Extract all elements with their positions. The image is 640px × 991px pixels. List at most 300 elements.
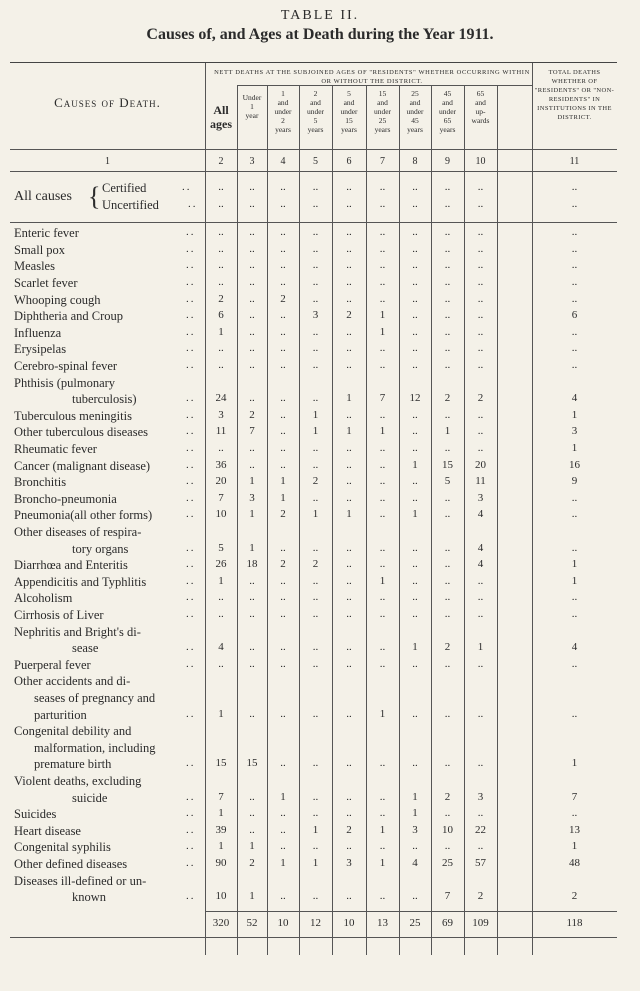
empty-cell: .. bbox=[379, 197, 386, 210]
cause-label: Congenital syphilis bbox=[14, 840, 111, 855]
count-cell: 2 bbox=[444, 790, 451, 803]
count-cell: 4 bbox=[571, 392, 578, 405]
age-column-header-line: 45 bbox=[411, 116, 419, 125]
empty-cell: .. bbox=[280, 541, 286, 554]
empty-cell: .. bbox=[312, 541, 319, 554]
empty-cell: .. bbox=[249, 292, 255, 305]
count-cell: 1 bbox=[412, 508, 418, 521]
empty-cell: .. bbox=[280, 259, 286, 272]
empty-cell: .. bbox=[477, 408, 484, 421]
column-number: 1 bbox=[105, 156, 110, 167]
empty-cell: .. bbox=[412, 757, 418, 770]
empty-cell: .. bbox=[249, 181, 255, 193]
count-cell: 1 bbox=[379, 823, 386, 836]
empty-cell: .. bbox=[444, 657, 451, 670]
empty-cell: .. bbox=[280, 181, 286, 193]
empty-cell: .. bbox=[280, 359, 286, 371]
age-column-header-line: 2 bbox=[313, 89, 318, 98]
cause-label: Nephritis and Bright's di- bbox=[14, 624, 141, 639]
empty-cell: .. bbox=[412, 226, 418, 239]
count-cell: 1 bbox=[312, 857, 319, 869]
age-column-header-line: under bbox=[340, 107, 358, 116]
cause-label: known bbox=[72, 890, 107, 905]
cause-label: Other defined diseases bbox=[14, 857, 128, 871]
age-column-header-line: and bbox=[343, 98, 355, 107]
column-number: 11 bbox=[569, 156, 580, 167]
count-cell: 1 bbox=[249, 475, 255, 488]
cause-label: Pneumonia(all other forms) bbox=[14, 508, 153, 523]
empty-cell: .. bbox=[312, 342, 319, 355]
empty-cell: .. bbox=[477, 181, 484, 193]
count-cell: 2 bbox=[444, 641, 451, 654]
empty-cell: .. bbox=[346, 458, 352, 471]
empty-cell: .. bbox=[379, 408, 386, 421]
empty-cell: .. bbox=[412, 707, 418, 720]
all-causes-brace: { bbox=[88, 182, 101, 211]
count-cell: 10 bbox=[215, 508, 227, 521]
empty-cell: .. bbox=[444, 807, 451, 820]
empty-cell: .. bbox=[477, 442, 484, 454]
count-cell: 7 bbox=[218, 790, 224, 803]
count-cell: 2 bbox=[280, 508, 286, 521]
empty-cell: .. bbox=[379, 242, 386, 255]
age-column-header-line: 65 bbox=[443, 116, 452, 125]
age-column-header-line: 1 bbox=[250, 102, 254, 111]
empty-cell: .. bbox=[571, 591, 578, 604]
empty-cell: .. bbox=[312, 197, 319, 210]
empty-cell: .. bbox=[571, 359, 578, 371]
column-number: 9 bbox=[445, 156, 450, 167]
empty-cell: .. bbox=[280, 276, 286, 288]
age-column-header bbox=[267, 89, 299, 134]
empty-cell: .. bbox=[280, 408, 286, 421]
empty-cell: .. bbox=[218, 276, 224, 288]
cause-label: Alcoholism bbox=[14, 591, 73, 606]
total-cell: 52 bbox=[246, 916, 258, 929]
empty-cell: .. bbox=[444, 325, 451, 338]
age-column-header bbox=[299, 89, 332, 134]
age-column-header-line: and bbox=[377, 98, 388, 107]
empty-cell: .. bbox=[477, 707, 484, 720]
count-cell: 4 bbox=[218, 641, 224, 654]
empty-cell: .. bbox=[412, 342, 418, 355]
count-cell: 39 bbox=[215, 823, 227, 836]
empty-cell: .. bbox=[280, 574, 286, 587]
age-column-header-line: and bbox=[409, 98, 421, 107]
age-column-header-line: years bbox=[341, 125, 357, 134]
empty-cell: .. bbox=[249, 197, 255, 210]
count-cell: 12 bbox=[409, 392, 421, 405]
count-cell: 2 bbox=[346, 823, 352, 836]
count-cell: 3 bbox=[477, 790, 484, 803]
empty-cell: .. bbox=[477, 276, 484, 288]
empty-cell: .. bbox=[412, 442, 418, 454]
leader-dots: .. bbox=[186, 475, 196, 488]
count-cell: 2 bbox=[249, 857, 255, 869]
count-cell: 2 bbox=[312, 475, 319, 488]
empty-cell: .. bbox=[218, 259, 224, 272]
count-cell: 1 bbox=[218, 707, 224, 720]
leader-dots: .. bbox=[186, 857, 196, 869]
count-cell: 10 bbox=[442, 823, 453, 836]
age-column-header-line: 25 bbox=[411, 89, 419, 98]
empty-cell: .. bbox=[346, 757, 352, 770]
empty-cell: .. bbox=[249, 458, 255, 471]
total-deaths-header: TOTAL DEATHS WHETHER OF "RESIDENTS" OR "NON-RESIDENTS" IN INSTITUTIONS IN THE DISTRICT. bbox=[534, 69, 615, 121]
count-cell: 1 bbox=[346, 392, 352, 405]
mortality-table bbox=[10, 62, 617, 955]
leader-dots: .. bbox=[186, 591, 196, 604]
count-cell: 1 bbox=[280, 857, 286, 869]
empty-cell: .. bbox=[379, 790, 386, 803]
empty-cell: .. bbox=[477, 242, 484, 255]
empty-cell: .. bbox=[379, 276, 386, 288]
empty-cell: .. bbox=[379, 491, 386, 504]
empty-cell: .. bbox=[444, 242, 451, 255]
cause-label: Other accidents and di- bbox=[14, 674, 131, 689]
count-cell: 1 bbox=[218, 840, 224, 853]
empty-cell: .. bbox=[412, 292, 418, 305]
leader-dots: .. bbox=[188, 197, 198, 210]
count-cell: 1 bbox=[312, 408, 319, 421]
column-number: 7 bbox=[380, 156, 385, 167]
empty-cell: .. bbox=[280, 840, 286, 853]
cause-label: Scarlet fever bbox=[14, 276, 78, 290]
empty-cell: .. bbox=[412, 325, 418, 338]
count-cell: 2 bbox=[312, 558, 319, 571]
empty-cell: .. bbox=[312, 259, 319, 272]
empty-cell: .. bbox=[346, 707, 352, 720]
empty-cell: .. bbox=[280, 591, 286, 604]
empty-cell: .. bbox=[379, 807, 386, 820]
age-column-header-line: up- bbox=[475, 107, 486, 116]
age-group-header: NETT DEATHS AT THE SUBJOINED AGES OF "RESIDENTS" WHETHER OCCURRING WITHIN OR WITHOUT THE DISTRICT. bbox=[214, 69, 530, 85]
empty-cell: .. bbox=[571, 325, 578, 338]
empty-cell: .. bbox=[571, 342, 578, 355]
empty-cell: .. bbox=[477, 325, 484, 338]
age-column-header bbox=[431, 89, 464, 134]
empty-cell: .. bbox=[249, 359, 255, 371]
count-cell: 2 bbox=[280, 558, 286, 571]
cause-label: Erysipelas bbox=[14, 342, 67, 357]
empty-cell: .. bbox=[280, 309, 286, 322]
empty-cell: .. bbox=[346, 276, 352, 288]
leader-dots: .. bbox=[186, 425, 196, 438]
empty-cell: .. bbox=[379, 608, 386, 620]
empty-cell: .. bbox=[412, 259, 418, 272]
count-cell: 1 bbox=[379, 425, 386, 438]
age-column-header-line: years bbox=[374, 125, 391, 134]
empty-cell: .. bbox=[346, 226, 352, 239]
count-cell: 6 bbox=[218, 309, 224, 322]
empty-cell: .. bbox=[346, 442, 352, 454]
empty-cell: .. bbox=[444, 707, 451, 720]
empty-cell: .. bbox=[346, 574, 352, 587]
cause-label: Measles bbox=[14, 259, 55, 274]
empty-cell: .. bbox=[249, 342, 255, 355]
all-causes-label: All causes bbox=[14, 189, 72, 204]
empty-cell: .. bbox=[346, 491, 352, 504]
cause-label: Whooping cough bbox=[14, 292, 101, 307]
empty-cell: .. bbox=[412, 425, 418, 438]
count-cell: 1 bbox=[249, 508, 255, 521]
empty-cell: .. bbox=[412, 309, 418, 322]
count-cell: 1 bbox=[312, 508, 319, 521]
age-column-header-line: under bbox=[274, 107, 292, 116]
leader-dots: .. bbox=[186, 508, 196, 521]
empty-cell: .. bbox=[477, 574, 484, 587]
empty-cell: .. bbox=[571, 292, 578, 305]
count-cell: 3 bbox=[218, 408, 224, 421]
empty-cell: .. bbox=[249, 259, 255, 272]
empty-cell: .. bbox=[379, 757, 386, 770]
age-column-header-line: 5 bbox=[313, 116, 318, 125]
count-cell: 2 bbox=[477, 392, 484, 405]
empty-cell: .. bbox=[280, 458, 286, 471]
count-cell: 4 bbox=[477, 508, 484, 521]
empty-cell: .. bbox=[218, 197, 224, 210]
age-column-header-line: years bbox=[307, 125, 324, 134]
empty-cell: .. bbox=[346, 359, 352, 371]
empty-cell: .. bbox=[412, 591, 418, 604]
count-cell: 1 bbox=[218, 807, 224, 820]
leader-dots: .. bbox=[186, 757, 196, 770]
empty-cell: .. bbox=[312, 359, 319, 371]
total-cell: 10 bbox=[277, 916, 289, 929]
column-number: 4 bbox=[280, 156, 286, 167]
empty-cell: .. bbox=[412, 541, 418, 554]
cause-label: Cirrhosis of Liver bbox=[14, 608, 104, 622]
count-cell: 57 bbox=[475, 857, 486, 869]
cause-label: Congenital debility and bbox=[14, 724, 132, 739]
count-cell: 1 bbox=[280, 790, 286, 803]
count-cell: 11 bbox=[475, 475, 486, 488]
total-cell: 10 bbox=[343, 916, 355, 929]
empty-cell: .. bbox=[379, 292, 386, 305]
count-cell: 20 bbox=[215, 475, 227, 488]
leader-dots: .. bbox=[186, 657, 196, 670]
empty-cell: .. bbox=[444, 591, 451, 604]
empty-cell: .. bbox=[218, 608, 224, 620]
column-number: 6 bbox=[346, 156, 352, 167]
age-column-header-line: year bbox=[245, 111, 259, 120]
empty-cell: .. bbox=[280, 707, 286, 720]
count-cell: 1 bbox=[280, 491, 286, 504]
empty-cell: .. bbox=[312, 657, 319, 670]
empty-cell: .. bbox=[571, 508, 578, 521]
empty-cell: .. bbox=[412, 558, 418, 571]
age-column-header-line: years bbox=[407, 125, 423, 134]
leader-dots: .. bbox=[186, 541, 196, 554]
count-cell: 3 bbox=[571, 425, 578, 438]
count-cell: 1 bbox=[379, 574, 386, 587]
count-cell: 15 bbox=[246, 757, 258, 770]
count-cell: 10 bbox=[215, 890, 227, 903]
empty-cell: .. bbox=[280, 425, 286, 438]
cause-label: Diarrhœa and Enteritis bbox=[14, 558, 128, 573]
count-cell: 7 bbox=[249, 425, 255, 438]
count-cell: 2 bbox=[249, 408, 255, 421]
empty-cell: .. bbox=[379, 558, 386, 571]
leader-dots: .. bbox=[186, 608, 196, 620]
empty-cell: .. bbox=[571, 491, 578, 504]
empty-cell: .. bbox=[379, 641, 386, 654]
count-cell: 1 bbox=[571, 840, 578, 853]
empty-cell: .. bbox=[571, 276, 578, 288]
empty-cell: .. bbox=[571, 242, 578, 255]
count-cell: 1 bbox=[571, 408, 578, 421]
header-rule bbox=[10, 149, 617, 150]
empty-cell: .. bbox=[379, 541, 386, 554]
age-column-header bbox=[205, 103, 237, 131]
empty-cell: .. bbox=[312, 807, 319, 820]
empty-cell: .. bbox=[218, 226, 224, 239]
cause-label: Appendicitis and Typhlitis bbox=[14, 574, 147, 589]
empty-cell: .. bbox=[571, 226, 578, 239]
column-number: 3 bbox=[249, 156, 255, 167]
cause-label: Diseases ill-defined or un- bbox=[14, 873, 147, 888]
leader-dots: .. bbox=[186, 309, 196, 322]
empty-cell: .. bbox=[249, 657, 255, 670]
age-column-header bbox=[399, 89, 431, 134]
count-cell: 2 bbox=[218, 292, 224, 305]
age-column-header-line: 2 bbox=[281, 116, 285, 125]
count-cell: 22 bbox=[475, 823, 486, 836]
empty-cell: .. bbox=[249, 574, 255, 587]
cause-label: Cerebro-spinal fever bbox=[14, 359, 118, 373]
empty-cell: .. bbox=[444, 309, 451, 322]
empty-cell: .. bbox=[280, 342, 286, 355]
leader-dots: .. bbox=[186, 392, 196, 405]
count-cell: 6 bbox=[571, 309, 578, 322]
empty-cell: .. bbox=[477, 591, 484, 604]
empty-cell: .. bbox=[312, 226, 319, 239]
empty-cell: .. bbox=[312, 757, 319, 770]
empty-cell: .. bbox=[312, 392, 319, 405]
count-cell: 2 bbox=[280, 292, 286, 305]
age-column-header-line: 25 bbox=[378, 116, 387, 125]
empty-cell: .. bbox=[312, 491, 319, 504]
cause-label: Other diseases of respira- bbox=[14, 525, 142, 539]
age-column-header-line: 65 bbox=[476, 89, 485, 98]
age-column-header-line: and bbox=[277, 98, 289, 107]
age-column-header-line: under bbox=[306, 107, 325, 116]
count-cell: 1 bbox=[346, 508, 352, 521]
leader-dots: .. bbox=[186, 359, 196, 371]
leader-dots: .. bbox=[186, 558, 196, 571]
cause-label: seases of pregnancy and bbox=[34, 691, 156, 705]
leader-dots: .. bbox=[186, 242, 196, 255]
empty-cell: .. bbox=[444, 408, 451, 421]
count-cell: 7 bbox=[571, 790, 578, 803]
empty-cell: .. bbox=[444, 276, 451, 288]
all-causes-sub-label: Certified bbox=[102, 181, 147, 195]
empty-cell: .. bbox=[346, 840, 352, 853]
count-cell: 3 bbox=[477, 491, 484, 504]
empty-cell: .. bbox=[477, 608, 484, 620]
count-cell: 1 bbox=[249, 541, 255, 554]
empty-cell: .. bbox=[444, 541, 451, 554]
empty-cell: .. bbox=[444, 574, 451, 587]
age-column-header bbox=[332, 89, 366, 134]
empty-cell: .. bbox=[312, 458, 319, 471]
count-cell: 1 bbox=[412, 641, 418, 654]
empty-cell: .. bbox=[218, 442, 224, 454]
empty-cell: .. bbox=[412, 574, 418, 587]
cause-label: Puerperal fever bbox=[14, 657, 91, 672]
count-cell: 2 bbox=[444, 392, 451, 405]
empty-cell: .. bbox=[280, 890, 286, 903]
empty-cell: .. bbox=[346, 242, 352, 255]
count-cell: 18 bbox=[246, 558, 258, 571]
leader-dots: .. bbox=[186, 458, 196, 471]
empty-cell: .. bbox=[477, 807, 484, 820]
cause-label: Small pox bbox=[14, 242, 66, 257]
empty-cell: .. bbox=[280, 823, 286, 836]
empty-cell: .. bbox=[379, 458, 386, 471]
count-cell: 48 bbox=[569, 857, 580, 869]
empty-cell: .. bbox=[280, 226, 286, 239]
empty-cell: .. bbox=[379, 359, 386, 371]
cause-label: Cancer (malignant disease) bbox=[14, 458, 151, 473]
age-column-header-line: years bbox=[439, 125, 456, 134]
header-rule bbox=[10, 171, 617, 172]
empty-cell: .. bbox=[312, 707, 319, 720]
empty-cell: .. bbox=[280, 242, 286, 255]
cause-label: Enteric fever bbox=[14, 226, 79, 241]
cause-label: Violent deaths, excluding bbox=[14, 774, 142, 788]
count-cell: 24 bbox=[215, 392, 227, 405]
age-column-header bbox=[366, 89, 399, 134]
empty-cell: .. bbox=[412, 242, 418, 255]
age-column-header-line: 45 bbox=[443, 89, 452, 98]
count-cell: 1 bbox=[312, 425, 319, 438]
empty-cell: .. bbox=[218, 359, 224, 371]
empty-cell: .. bbox=[346, 608, 352, 620]
causes-header: Causes of Death. bbox=[54, 95, 161, 110]
count-cell: 2 bbox=[477, 890, 484, 903]
empty-cell: .. bbox=[412, 359, 418, 371]
empty-cell: .. bbox=[346, 591, 352, 604]
empty-cell: .. bbox=[379, 181, 386, 193]
count-cell: 3 bbox=[249, 491, 255, 504]
count-cell: 1 bbox=[412, 458, 418, 471]
age-column-header bbox=[237, 93, 267, 120]
empty-cell: .. bbox=[346, 807, 352, 820]
empty-cell: .. bbox=[280, 757, 286, 770]
empty-cell: .. bbox=[444, 259, 451, 272]
empty-cell: .. bbox=[218, 242, 224, 255]
empty-cell: .. bbox=[444, 226, 451, 239]
age-column-header-line: Under bbox=[242, 93, 262, 102]
count-cell: 5 bbox=[444, 475, 451, 488]
empty-cell: .. bbox=[312, 276, 319, 288]
total-cell: 109 bbox=[472, 916, 489, 929]
page-label: TABLE II. bbox=[280, 8, 360, 23]
group-rule bbox=[237, 85, 532, 86]
empty-cell: .. bbox=[312, 242, 319, 255]
empty-cell: .. bbox=[346, 408, 352, 421]
empty-cell: .. bbox=[346, 181, 352, 193]
empty-cell: .. bbox=[444, 442, 451, 454]
count-cell: 1 bbox=[412, 807, 418, 820]
empty-cell: .. bbox=[477, 425, 484, 438]
empty-cell: .. bbox=[249, 226, 255, 239]
count-cell: 2 bbox=[571, 890, 578, 903]
age-column-header-line: under bbox=[438, 107, 457, 116]
leader-dots: .. bbox=[186, 408, 196, 421]
empty-cell: .. bbox=[312, 591, 319, 604]
